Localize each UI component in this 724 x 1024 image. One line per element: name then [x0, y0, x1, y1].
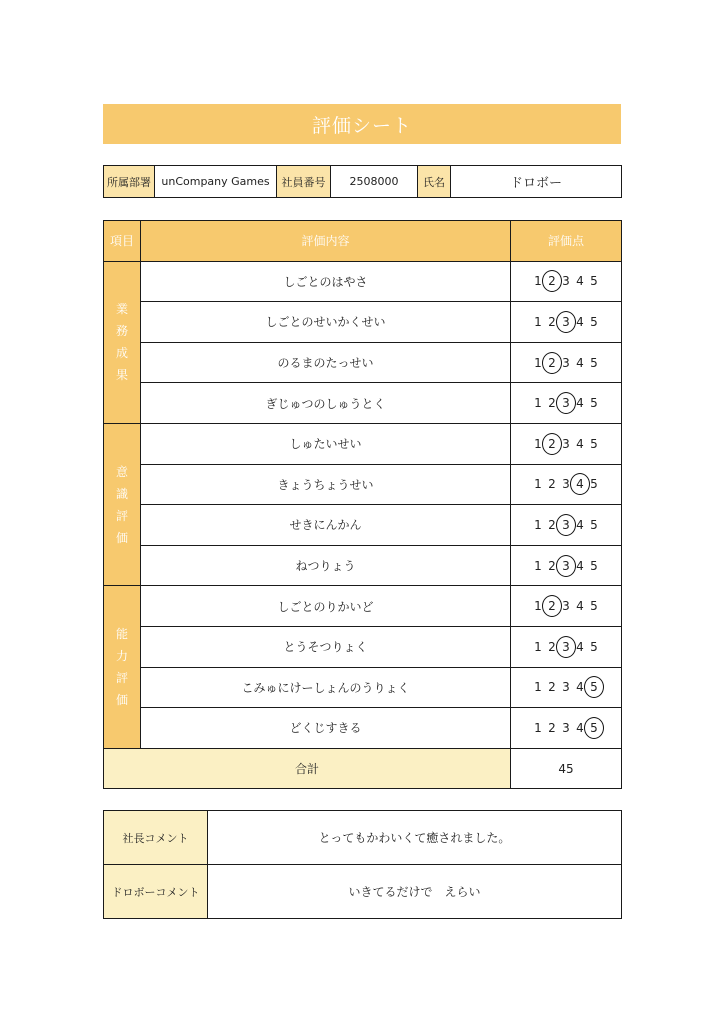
selected-score-number: 3	[559, 637, 573, 657]
score-number: 5	[590, 396, 598, 411]
evaluation-row	[104, 342, 622, 383]
score-number: 5	[590, 477, 598, 492]
score-scale	[531, 474, 601, 494]
employee-id-label: 社員番号	[277, 166, 331, 198]
score-number: 5	[590, 274, 598, 289]
score-scale	[531, 434, 601, 454]
score-number: 3	[562, 599, 570, 614]
selected-score-number: 5	[587, 677, 601, 697]
category-label-text: 意識評価	[116, 464, 129, 545]
score-number: 4	[576, 517, 584, 532]
evaluation-row	[104, 464, 622, 505]
evaluation-score	[511, 667, 622, 708]
dept-value: unCompany Games	[155, 166, 277, 198]
evaluation-score	[511, 342, 622, 383]
evaluation-score	[511, 545, 622, 586]
selected-score-number: 2	[545, 353, 559, 373]
evaluation-row	[104, 505, 622, 546]
evaluation-row	[104, 667, 622, 708]
employee-id-value: 2508000	[331, 166, 418, 198]
score-scale	[531, 718, 601, 738]
evaluation-content: きょうちょうせい	[141, 464, 511, 505]
score-number: 1	[534, 680, 542, 695]
category-label	[104, 261, 141, 423]
score-number: 1	[534, 396, 542, 411]
evaluation-content: とうそつりょく	[141, 626, 511, 667]
score-number: 2	[548, 680, 556, 695]
evaluation-score	[511, 383, 622, 424]
evaluation-content: ぎじゅつのしゅうとく	[141, 383, 511, 424]
evaluation-content: しゅたいせい	[141, 423, 511, 464]
category-label-text: 能力評価	[116, 627, 129, 708]
score-number: 2	[548, 477, 556, 492]
evaluation-content: のるまのたっせい	[141, 342, 511, 383]
evaluation-score	[511, 302, 622, 343]
evaluation-score	[511, 626, 622, 667]
score-number: 1	[534, 274, 542, 289]
selected-score-number: 3	[559, 515, 573, 535]
president-comment-text: とってもかわいくて癒されました。	[208, 811, 622, 865]
selected-score-number: 2	[545, 596, 559, 616]
evaluation-content: しごとのはやさ	[141, 261, 511, 302]
score-scale	[531, 556, 601, 576]
score-number: 2	[548, 720, 556, 735]
score-scale	[531, 596, 601, 616]
evaluation-row	[104, 261, 622, 302]
score-number: 4	[576, 355, 584, 370]
score-number: 1	[534, 314, 542, 329]
score-number: 5	[590, 436, 598, 451]
score-number: 1	[534, 355, 542, 370]
score-scale	[531, 312, 601, 332]
score-number: 3	[562, 436, 570, 451]
score-number: 4	[576, 396, 584, 411]
score-number: 4	[576, 436, 584, 451]
evaluation-content: せきにんかん	[141, 505, 511, 546]
evaluation-content: こみゅにけーしょんのうりょく	[141, 667, 511, 708]
evaluation-content: どくじすきる	[141, 708, 511, 749]
score-number: 2	[548, 396, 556, 411]
col-score-header: 評価点	[511, 221, 622, 262]
evaluation-score	[511, 586, 622, 627]
total-value: 45	[511, 748, 622, 789]
evaluation-score	[511, 423, 622, 464]
evaluation-score	[511, 464, 622, 505]
score-number: 2	[548, 517, 556, 532]
evaluation-row	[104, 626, 622, 667]
selected-score-number: 2	[545, 271, 559, 291]
name-label: 氏名	[418, 166, 451, 198]
score-number: 1	[534, 599, 542, 614]
evaluation-score	[511, 708, 622, 749]
score-number: 5	[590, 517, 598, 532]
score-number: 3	[562, 477, 570, 492]
score-number: 5	[590, 314, 598, 329]
score-number: 5	[590, 558, 598, 573]
evaluation-content: ねつりょう	[141, 545, 511, 586]
selected-score-number: 2	[545, 434, 559, 454]
comments-table	[103, 810, 622, 919]
dept-label: 所属部署	[104, 166, 155, 198]
employee-info-table	[103, 165, 622, 198]
total-row	[104, 748, 622, 789]
score-number: 4	[576, 639, 584, 654]
evaluation-score	[511, 505, 622, 546]
score-scale	[531, 637, 601, 657]
score-number: 1	[534, 639, 542, 654]
score-scale	[531, 353, 601, 373]
evaluation-content: しごとのせいかくせい	[141, 302, 511, 343]
president-comment-label: 社長コメント	[104, 811, 208, 865]
total-label: 合計	[104, 748, 511, 789]
selected-score-number: 5	[587, 718, 601, 738]
score-number: 5	[590, 639, 598, 654]
category-label-text: 業務成果	[116, 302, 129, 383]
score-number: 3	[562, 680, 570, 695]
evaluation-score	[511, 261, 622, 302]
score-number: 1	[534, 477, 542, 492]
score-number: 1	[534, 517, 542, 532]
score-number: 4	[576, 599, 584, 614]
title-bar	[103, 104, 621, 144]
selected-score-number: 4	[573, 474, 587, 494]
score-number: 1	[534, 436, 542, 451]
score-number: 4	[576, 274, 584, 289]
score-number: 2	[548, 314, 556, 329]
name-value: ドロボー	[451, 166, 622, 198]
score-number: 4	[576, 680, 584, 695]
category-label	[104, 586, 141, 748]
score-number: 1	[534, 558, 542, 573]
evaluation-row	[104, 383, 622, 424]
score-scale	[531, 393, 601, 413]
evaluation-content: しごとのりかいど	[141, 586, 511, 627]
selected-score-number: 3	[559, 556, 573, 576]
evaluation-row	[104, 302, 622, 343]
evaluation-row	[104, 586, 622, 627]
category-label	[104, 423, 141, 585]
self-comment-row	[104, 865, 622, 919]
score-number: 4	[576, 314, 584, 329]
score-number: 3	[562, 720, 570, 735]
score-number: 1	[534, 720, 542, 735]
evaluation-row	[104, 545, 622, 586]
self-comment-text: いきてるだけで えらい	[208, 865, 622, 919]
evaluation-header-row	[104, 221, 622, 262]
evaluation-row	[104, 708, 622, 749]
score-number: 5	[590, 599, 598, 614]
score-scale	[531, 677, 601, 697]
self-comment-label: ドロボーコメント	[104, 865, 208, 919]
score-number: 4	[576, 720, 584, 735]
score-scale	[531, 515, 601, 535]
selected-score-number: 3	[559, 393, 573, 413]
col-item-header: 項目	[104, 221, 141, 262]
score-number: 2	[548, 558, 556, 573]
score-scale	[531, 271, 601, 291]
score-number: 2	[548, 639, 556, 654]
score-number: 3	[562, 355, 570, 370]
selected-score-number: 3	[559, 312, 573, 332]
evaluation-row	[104, 423, 622, 464]
col-content-header: 評価内容	[141, 221, 511, 262]
score-number: 4	[576, 558, 584, 573]
president-comment-row	[104, 811, 622, 865]
score-number: 3	[562, 274, 570, 289]
page-title: 評価シート	[311, 114, 412, 137]
evaluation-table	[103, 220, 622, 789]
score-number: 5	[590, 355, 598, 370]
